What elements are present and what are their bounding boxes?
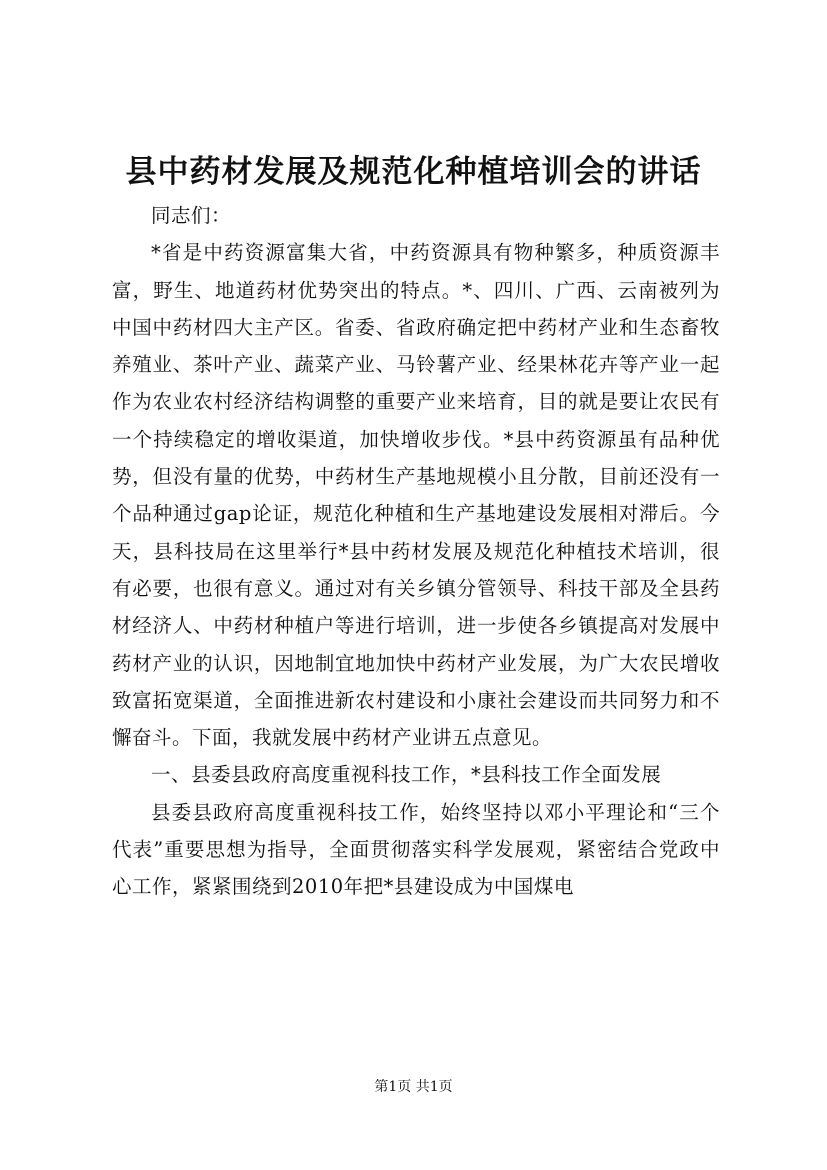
page-footer: 第1页 共1页: [374, 1079, 453, 1095]
body-paragraph: *省是中药资源富集大省，中药资源具有物种繁多，种质资源丰富，野生、地道药材优势突出的特点。*、四川、广西、云南被列为中国中药材四大主产区。省委、省政府确定把中药材产业和生态畜牧养殖业、茶叶产业、蔬菜产业、马铃薯产业、经果林花卉等产业一起作为农业农村经济结构调整的重要产业来培育，目的就是要让农民有一个持续稳定的增收渠道，加快增收步伐。*县中药资源虽有品种优势，但没有量的优势，中药材生产基地规模小且分散，目前还没有一个品种通过gap论证，规范化种植和生产基地建设发展相对滞后。今天，县科技局在这里举行*县中药材发展及规范化种植技术培训，很有必要，也很有意义。通过对有关乡镇分管领导、科技干部及全县药材经济人、中药材种植户等进行培训，进一步使各乡镇提高对发展中药材产业的认识，因地制宜地加快中药材产业发展，为广大农民增收致富拓宽渠道，全面推进新农村建设和小康社会建设而共同努力和不懈奋斗。下面，我就发展中药材产业讲五点意见。: [112, 241, 720, 750]
salutation: 同志们：: [151, 204, 232, 227]
document-body: [112, 197, 720, 906]
document-title: 县中药材发展及规范化种植培训会的讲话: [125, 154, 702, 190]
section-heading: 一、县委县政府高度重视科技工作，*县科技工作全面发展: [151, 763, 662, 787]
body-paragraph: 县委县政府高度重视科技工作，始终坚持以邓小平理论和“三个代表”重要思想为指导，全面贯彻落实科学发展观，紧密结合党政中心工作，紧紧围绕到2010年把*县建设成为中国煤电: [112, 800, 720, 899]
